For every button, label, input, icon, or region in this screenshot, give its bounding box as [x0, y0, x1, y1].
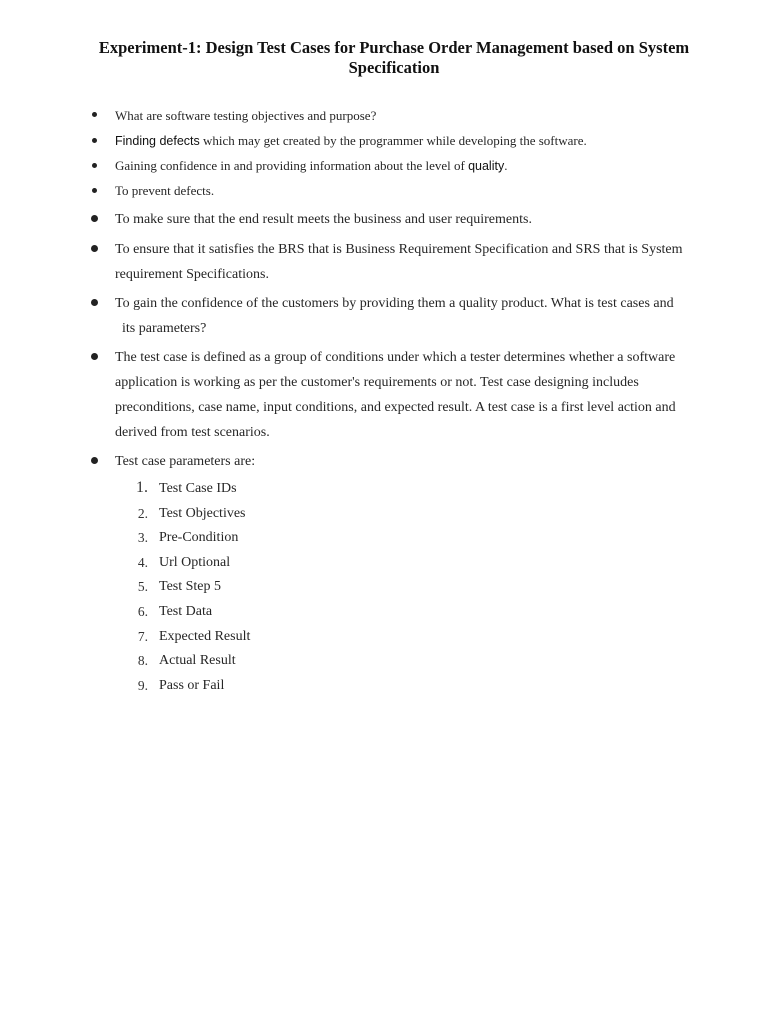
bullet-dot [92, 188, 97, 193]
bullet-test-case-definition-line-3: preconditions, case name, input conditions, and expected result. A test case is a first level action and [115, 400, 676, 415]
list-item: Test Case IDs [159, 481, 237, 496]
bullet-test-case-definition-line-4: derived from test scenarios. [115, 425, 270, 440]
bullet-customer-confidence-line-1: To gain the confidence of the customers by providing them a quality product. What is test cases and [115, 296, 674, 311]
list-item: Test Objectives [159, 506, 246, 521]
title-line-2: Specification [348, 58, 440, 77]
bullet-dot [91, 353, 98, 360]
bullet-dot [92, 163, 97, 168]
list-item: Pre-Condition [159, 530, 239, 545]
list-item-number: 6. [137, 604, 148, 619]
bullet-gaining-confidence [115, 153, 507, 179]
list-item: Test Data [159, 604, 213, 619]
bullet-dot [91, 215, 98, 222]
list-item: Test Step 5 [159, 579, 222, 594]
finding-defects-link[interactable]: Finding defects [115, 134, 200, 148]
list-item-number: 7. [137, 629, 148, 644]
bullet-dot [91, 245, 98, 252]
list-item-number: 1. [136, 479, 148, 496]
page-title [60, 38, 728, 78]
list-item-number: 5. [137, 579, 148, 594]
list-item-number: 4. [137, 555, 148, 570]
list-item: Expected Result [159, 629, 251, 644]
bullet-text: . [504, 158, 508, 173]
bullet-brs-srs-line-2: requirement Specifications. [115, 267, 269, 282]
bullet-brs-srs-line-1: To ensure that it satisfies the BRS that is Business Requirement Specification and SRS that is System [115, 242, 683, 257]
list-item-number: 3. [137, 530, 148, 545]
title-line-1: Experiment-1: Design Test Cases for Purchase Order Management based on System [98, 38, 690, 57]
list-item-number: 9. [137, 678, 148, 693]
bullet-customer-confidence-line-2: its parameters? [122, 321, 207, 336]
bullet-prevent-defects: To prevent defects. [115, 183, 215, 198]
list-item: Pass or Fail [159, 678, 225, 693]
bullet-objectives-question: What are software testing objectives and purpose? [115, 108, 377, 123]
bullet-dot [91, 457, 98, 464]
bullet-parameters-intro: Test case parameters are: [115, 454, 256, 469]
list-item-number: 8. [137, 653, 148, 668]
bullet-text: which may get created by the programmer while developing the software. [199, 133, 587, 148]
bullet-finding-defects [115, 128, 587, 154]
quality-link[interactable]: quality [468, 159, 505, 173]
bullet-dot [92, 112, 97, 117]
bullet-test-case-definition-line-2: application is working as per the customer's requirements or not. Test case designing includes [115, 375, 639, 390]
bullet-test-case-definition-line-1: The test case is defined as a group of conditions under which a tester determines whether a software [115, 350, 676, 365]
list-item: Actual Result [159, 653, 236, 668]
list-item-number: 2. [137, 506, 148, 521]
bullet-text: Gaining confidence in and providing information about the level of [115, 158, 469, 173]
bullet-dot [91, 299, 98, 306]
list-item: Url Optional [159, 555, 231, 570]
bullet-end-result: To make sure that the end result meets the business and user requirements. [115, 212, 532, 227]
bullet-dot [92, 138, 97, 143]
